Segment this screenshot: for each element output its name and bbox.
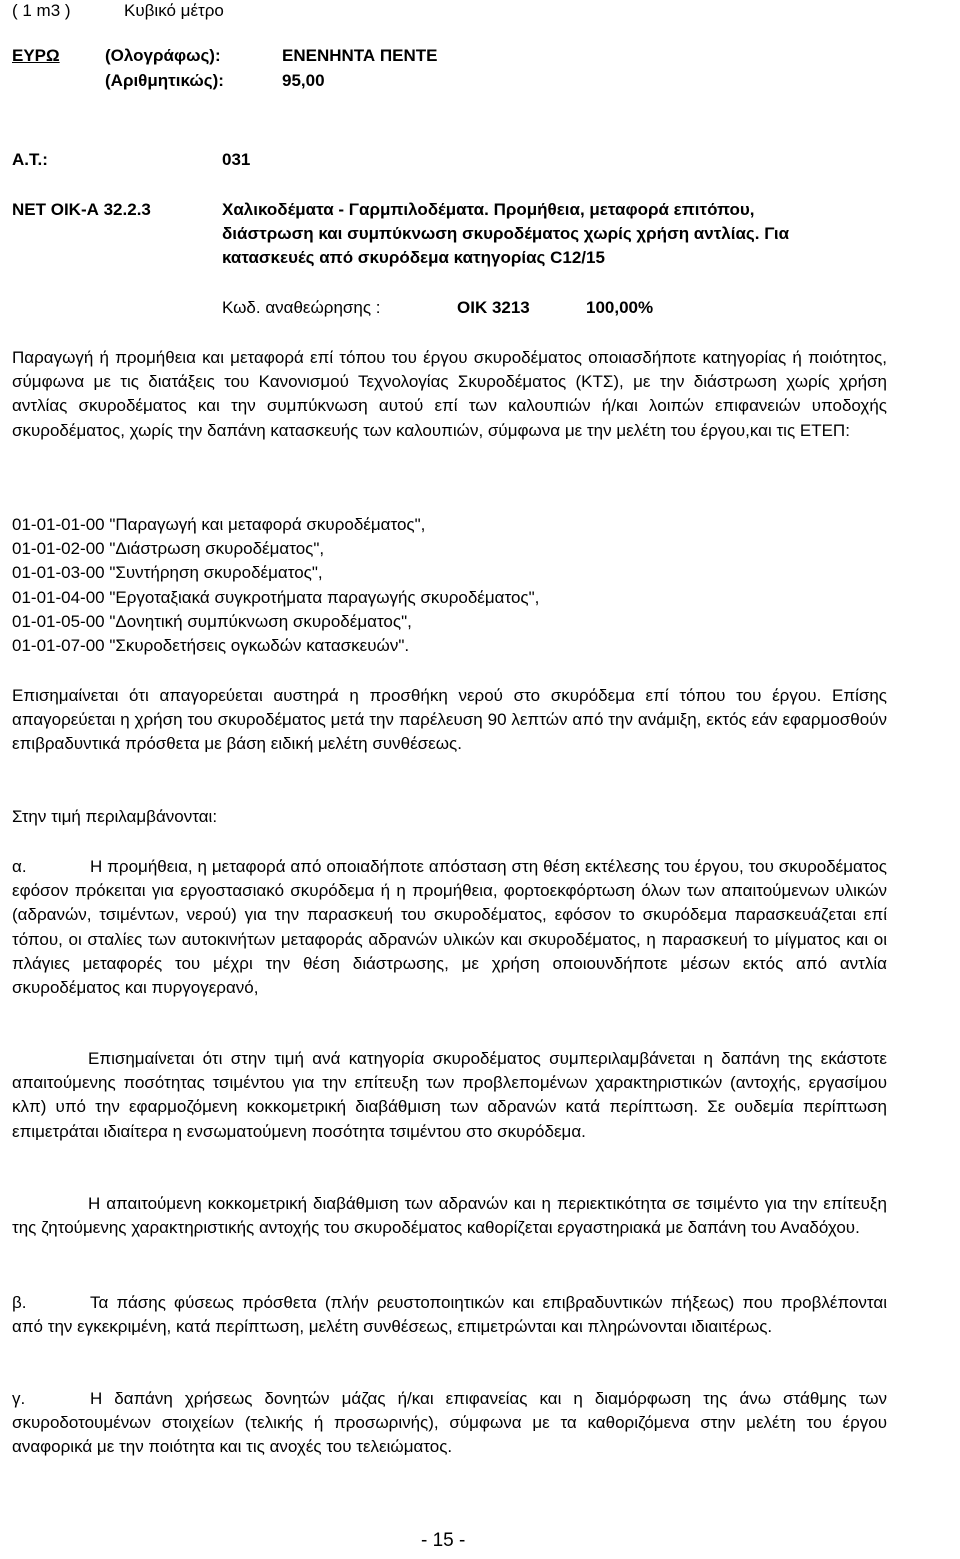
- intro-paragraph: Παραγωγή ή προμήθεια και μεταφορά επί τόπου του έργου σκυροδέματος οποιασδήποτε κατηγορίας ή ποιότητος, σύμφωνα με τις διατάξεις του Κανονισμού Τεχνολογίας Σκυροδέματος (ΚΤΣ), με την διάστρωση χωρίς χρήση αντλίας σκυροδέματος και την συμπύκνωση αυτού επί των καλουπιών ή/και λοιπών επιφανειών υποδοχής σκυροδέματος, χωρίς την δαπάνη κατασκευής των καλουπιών, σύμφωνα με την μελέτη του έργου,και τις ΕΤΕΠ:: [12, 348, 887, 440]
- item-b: [12, 1291, 887, 1339]
- cement-note-text: Επισημαίνεται ότι στην τιμή ανά κατηγορία σκυροδέματος συμπεριλαμβάνεται η δαπάνη της εκάστοτε απαιτούμενης ποσότητας τσιμέντου για την επίτευξη των προβλεπομένων χαρακτηριστικών (αντοχής, εργασίμου κλπ) υπό την εφαρμοζόμενη κοκκομετρική διαβάθμιση των αδρανών κατά περίπτωση. Σε ουδεμία περίπτωση επιμετράται ιδιαίτερα η ενσωματούμενη ποσότητα τσιμέντου στο σκυρόδεμα.: [12, 1049, 887, 1141]
- item-b-text: Τα πάσης φύσεως πρόσθετα (πλήν ρευστοποιητικών και επιβραδυντικών πήξεως) που προβλέπονται από την εγκεκριμένη, κατά περίπτωση, μελέτη συνθέσεως, επιμετρώνται και πληρώνονται ιδιαιτέρως.: [12, 1293, 887, 1337]
- etep-code: 01-01-03-00 "Συντήρηση σκυροδέματος",: [12, 563, 323, 583]
- etep-code: 01-01-05-00 "Δονητική συμπύκνωση σκυροδέματος",: [12, 611, 412, 631]
- item-a: [12, 855, 887, 1000]
- item-b-label: β.: [12, 1293, 27, 1312]
- net-code: ΝΕΤ ΟΙΚ-Α 32.2.3: [12, 200, 151, 219]
- unit-name: Κυβικό μέτρο: [124, 1, 224, 20]
- unit-qty: ( 1 m3 ): [12, 1, 71, 20]
- item-title-line: διάστρωση και συμπύκνωση σκυροδέματος χωρίς χρήση αντλίας. Για: [222, 224, 790, 243]
- price-digits-value: 95,00: [282, 71, 325, 90]
- revision-code: ΟΙΚ 3213: [457, 298, 530, 317]
- item-title-line: κατασκευές από σκυρόδεμα κατηγορίας C12/15: [222, 248, 605, 267]
- price-words-label: (Ολογράφως):: [105, 46, 221, 65]
- page-number: - 15 -: [421, 1530, 466, 1551]
- item-title: [222, 198, 922, 270]
- water-note: Επισημαίνεται ότι απαγορεύεται αυστηρά η προσθήκη νερού στο σκυρόδεμα επί τόπου του έργου. Επίσης απαγορεύεται η χρήση του σκυροδέματος μετά την παρέλευση 90 λεπτών από την ανάμιξη, εκτός εάν εφαρμοσθούν επιβραδυντικά πρόσθετα με βάση ειδική μελέτη συνθέσεως.: [12, 686, 887, 754]
- etep-code: 01-01-01-00 "Παραγωγή και μεταφορά σκυροδέματος",: [12, 515, 426, 534]
- cement-note: [12, 1047, 887, 1144]
- item-c: [12, 1387, 887, 1460]
- item-c-label: γ.: [12, 1389, 26, 1408]
- etep-code: 01-01-02-00 "Διάστρωση σκυροδέματος",: [12, 539, 325, 559]
- at-value: 031: [222, 150, 251, 169]
- at-label: Α.Τ.:: [12, 150, 48, 169]
- grading-note: [12, 1192, 887, 1240]
- item-a-label: α.: [12, 857, 27, 876]
- revision-percent: 100,00%: [586, 298, 654, 317]
- etep-code: 01-01-07-00 "Σκυροδετήσεις ογκωδών κατασκευών".: [12, 636, 410, 656]
- item-c-text: Η δαπάνη χρήσεως δονητών μάζας ή/και επιφανείας και η διαμόρφωση της άνω στάθμης των σκυροδοτουμένων στοιχείων (τελικής ή προσωρινής), σύμφωνα με τα καθοριζόμενα στην μελέτη του έργου αναφορικά με την ποιότητα και τις ανοχές του τελειώματος.: [12, 1389, 887, 1457]
- price-words-value: ΕΝΕΝΗΝΤΑ ΠΕΝΤΕ: [282, 46, 438, 65]
- etep-code: 01-01-04-00 "Εργοταξιακά συγκροτήματα παραγωγής σκυροδέματος",: [12, 587, 540, 607]
- grading-note-text: Η απαιτούμενη κοκκομετρική διαβάθμιση των αδρανών και η περιεκτικότητα σε τσιμέντο για την επίτευξη της ζητούμενης χαρακτηριστικής αντοχής του σκυροδέματος καθορίζεται εργαστηριακά με δαπάνη του Αναδόχου.: [12, 1194, 887, 1238]
- item-a-text: Η προμήθεια, η μεταφορά από οποιαδήποτε απόσταση στη θέση εκτέλεσης του έργου, του σκυροδέματος εφόσον πρόκειται για εργοστασιακό σκυρόδεμα ή η προμήθεια, φορτοεκφόρτωση όλων των απαιτούμενων υλικών (αδρανών, τσιμέντων, νερού) για την παρασκευή του σκυροδέματος, εφόσον το σκυρόδεμα παρασκευάζεται επί τόπου, οι σταλίες των αυτοκινήτων μεταφοράς αδρανών υλικών και σκυροδέματος, η παρασκευή το μίγματος και οι πλάγιες μεταφορές του μέχρι την θέση διάστρωσης, με χρήση οποιουνδήποτε μέσων εκτός από αντλία σκυροδέματος και πυργογερανό,: [12, 857, 887, 998]
- revision-label: Κωδ. αναθεώρησης :: [222, 298, 381, 317]
- price-digits-label: (Αριθμητικώς):: [105, 71, 224, 90]
- currency-label: ΕΥΡΩ: [12, 46, 60, 65]
- item-title-line: Χαλικοδέματα - Γαρμπιλοδέματα. Προμήθεια, μεταφορά επιτόπου,: [222, 200, 755, 219]
- etep-code-list: [12, 513, 887, 658]
- included-heading: Στην τιμή περιλαμβάνονται:: [12, 807, 218, 826]
